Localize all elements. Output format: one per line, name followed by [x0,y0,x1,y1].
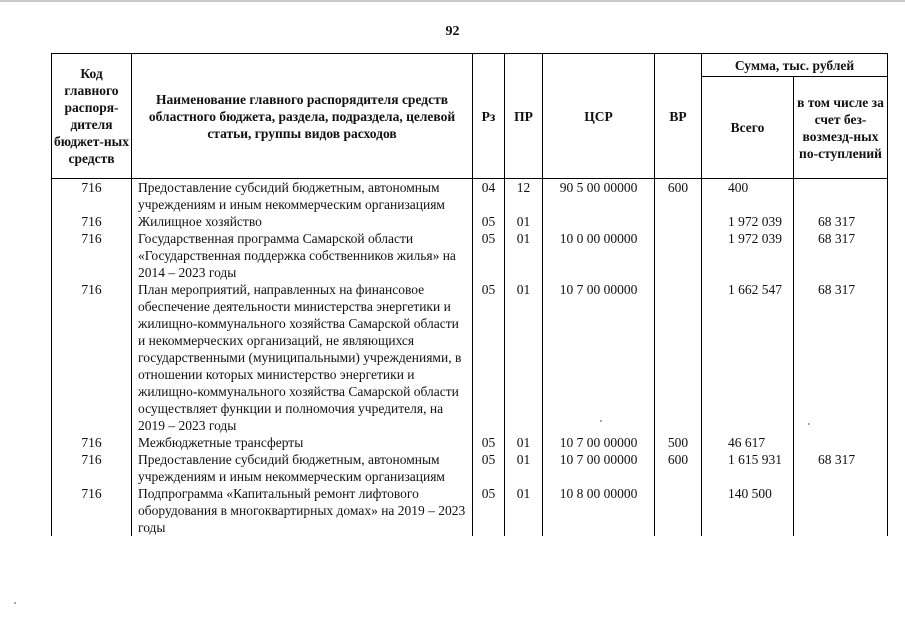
cell-free [794,179,888,214]
cell-code: 716 [52,434,132,451]
header-sum: Сумма, тыс. рублей [702,54,888,77]
scan-speck [600,420,602,422]
cell-total: 1 972 039 [702,213,794,230]
cell-vr [655,485,702,536]
cell-free: 68 317 [794,281,888,434]
cell-pr: 12 [505,179,543,214]
page-number: 92 [445,24,460,39]
cell-name: Государственная программа Самарской области «Государственная поддержка собственников жилья» на 2014 – 2023 годы [132,230,473,281]
cell-vr [655,281,702,434]
cell-csr: 10 7 00 00000 [543,281,655,434]
table-row [52,230,888,281]
cell-name: План мероприятий, направленных на финансовое обеспечение деятельности министерства энергетики и жилищно-коммунального хозяйства Самарской области и некоммерческих организаций, не являющихся государственными (муниципальными) учреждениями, в отношении которых министерство энергетики и жилищно-коммунального хозяйства Самарской области осуществляет функции и полномочия учредителя, на 2019 – 2023 годы [132,281,473,434]
cell-csr: 10 0 00 00000 [543,230,655,281]
budget-table [51,53,888,536]
cell-name: Подпрограмма «Капитальный ремонт лифтового оборудования в многоквартирных домах» на 2019 – 2023 годы [132,485,473,536]
header-csr: ЦСР [543,54,655,179]
header-total: Всего [702,77,794,179]
cell-total: 400 [702,179,794,214]
cell-name: Предоставление субсидий бюджетным, автономным учреждениям и иным некоммерческим организациям [132,451,473,485]
cell-total: 46 617 [702,434,794,451]
cell-csr: 10 7 00 00000 [543,451,655,485]
cell-rz: 05 [473,451,505,485]
table-row [52,179,888,214]
cell-name: Предоставление субсидий бюджетным, автономным учреждениям и иным некоммерческим организациям [132,179,473,214]
cell-pr: 01 [505,230,543,281]
cell-free [794,434,888,451]
cell-rz: 05 [473,485,505,536]
cell-free [794,485,888,536]
scan-speck [14,602,16,604]
header-pr: ПР [505,54,543,179]
cell-rz: 05 [473,230,505,281]
cell-rz: 05 [473,281,505,434]
header-name: Наименование главного распорядителя средств областного бюджета, раздела, подраздела, целевой статьи, группы видов расходов [132,54,473,179]
cell-code: 716 [52,281,132,434]
header-code: Код главного распоря-дителя бюджет-ных средств [52,54,132,179]
table-row [52,451,888,485]
table-row [52,213,888,230]
table-row [52,434,888,451]
cell-csr: 90 5 00 00000 [543,179,655,214]
cell-pr: 01 [505,485,543,536]
cell-code: 716 [52,485,132,536]
cell-code: 716 [52,179,132,214]
cell-free: 68 317 [794,213,888,230]
cell-total: 1 972 039 [702,230,794,281]
cell-vr [655,213,702,230]
cell-code: 716 [52,230,132,281]
cell-pr: 01 [505,281,543,434]
cell-total: 1 615 931 [702,451,794,485]
header-vr: ВР [655,54,702,179]
scan-edge [0,0,905,2]
cell-csr [543,213,655,230]
cell-vr [655,230,702,281]
header-free: в том числе за счет без-возмезд-ных по-ступлений [794,77,888,179]
cell-name: Межбюджетные трансферты [132,434,473,451]
cell-vr: 500 [655,434,702,451]
cell-pr: 01 [505,451,543,485]
cell-rz: 05 [473,213,505,230]
scan-speck [808,423,810,425]
cell-csr: 10 7 00 00000 [543,434,655,451]
cell-rz: 04 [473,179,505,214]
cell-pr: 01 [505,213,543,230]
cell-total: 1 662 547 [702,281,794,434]
cell-free: 68 317 [794,230,888,281]
cell-total: 140 500 [702,485,794,536]
cell-vr: 600 [655,451,702,485]
header-rz: Рз [473,54,505,179]
cell-vr: 600 [655,179,702,214]
cell-code: 716 [52,213,132,230]
cell-pr: 01 [505,434,543,451]
cell-code: 716 [52,451,132,485]
table-row [52,485,888,536]
cell-free: 68 317 [794,451,888,485]
cell-csr: 10 8 00 00000 [543,485,655,536]
table-row [52,281,888,434]
cell-rz: 05 [473,434,505,451]
cell-name: Жилищное хозяйство [132,213,473,230]
